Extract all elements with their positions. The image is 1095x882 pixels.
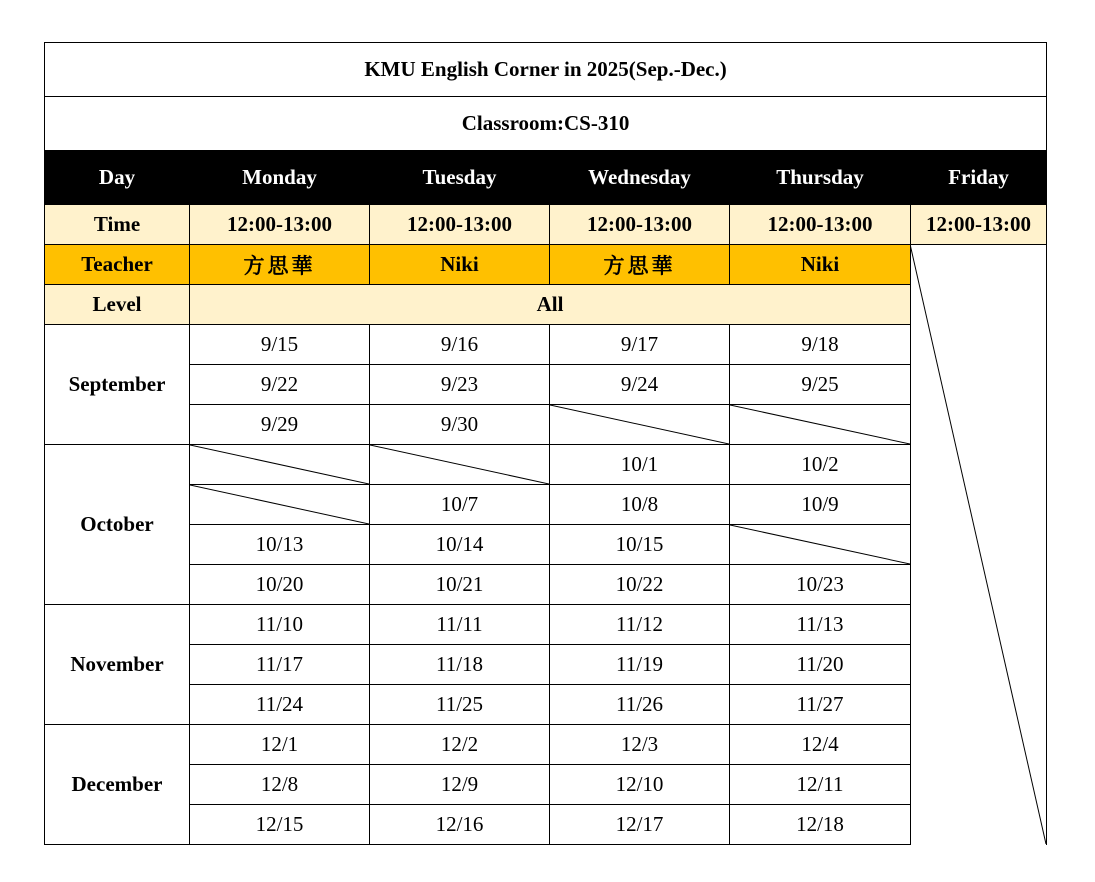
time-slot-wednesday: 12:00-13:00 xyxy=(550,205,730,245)
date-cell-thursday: 10/9 xyxy=(730,485,911,525)
date-cell-thursday: 10/2 xyxy=(730,445,911,485)
date-cell-wednesday: 12/10 xyxy=(550,765,730,805)
date-cell-wednesday: 11/19 xyxy=(550,645,730,685)
date-row xyxy=(45,605,1047,645)
date-row xyxy=(45,445,1047,485)
day-thursday: Thursday xyxy=(730,151,911,205)
date-cell-thursday: 9/25 xyxy=(730,365,911,405)
date-cell-thursday: 12/4 xyxy=(730,725,911,765)
day-tuesday: Tuesday xyxy=(370,151,550,205)
date-cell-thursday: 11/13 xyxy=(730,605,911,645)
date-cell-tuesday: 9/23 xyxy=(370,365,550,405)
date-cell-tuesday: 9/16 xyxy=(370,325,550,365)
date-cell-monday: 11/10 xyxy=(190,605,370,645)
date-row xyxy=(45,725,1047,765)
day-header-row xyxy=(45,151,1047,205)
date-row xyxy=(45,565,1047,605)
date-cell-wednesday: 9/24 xyxy=(550,365,730,405)
schedule-sheet xyxy=(44,42,1046,845)
cross-out-line xyxy=(190,485,369,524)
teacher-tuesday: Niki xyxy=(370,245,550,285)
date-cell-wednesday: 10/8 xyxy=(550,485,730,525)
date-row xyxy=(45,525,1047,565)
cross-out-line xyxy=(730,525,910,564)
teacher-monday: 方思華 xyxy=(190,245,370,285)
day-friday: Friday xyxy=(911,151,1047,205)
teacher-row xyxy=(45,245,1047,285)
date-cell-monday: 9/22 xyxy=(190,365,370,405)
date-cell-monday: 12/1 xyxy=(190,725,370,765)
cross-out-line xyxy=(730,405,910,444)
date-cell-tuesday: 10/7 xyxy=(370,485,550,525)
date-row xyxy=(45,485,1047,525)
date-cell-thursday: 9/18 xyxy=(730,325,911,365)
date-cell-monday: 9/15 xyxy=(190,325,370,365)
month-label-september: September xyxy=(45,325,190,445)
time-slot-thursday: 12:00-13:00 xyxy=(730,205,911,245)
date-cell-thursday: 10/23 xyxy=(730,565,911,605)
level-label: Level xyxy=(45,285,190,325)
date-cell-monday: 12/15 xyxy=(190,805,370,845)
month-label-december: December xyxy=(45,725,190,845)
date-cell-wednesday: 12/17 xyxy=(550,805,730,845)
day-wednesday: Wednesday xyxy=(550,151,730,205)
date-cell-thursday: 12/11 xyxy=(730,765,911,805)
date-cell-monday: 11/17 xyxy=(190,645,370,685)
date-cell-tuesday: 10/14 xyxy=(370,525,550,565)
date-cell-monday: 10/20 xyxy=(190,565,370,605)
cross-out-line xyxy=(190,445,369,484)
level-row xyxy=(45,285,1047,325)
day-label: Day xyxy=(45,151,190,205)
date-cell-tuesday: 9/30 xyxy=(370,405,550,445)
schedule-table xyxy=(44,42,1047,845)
month-label-november: November xyxy=(45,605,190,725)
no-session-cell xyxy=(190,485,370,525)
date-row xyxy=(45,325,1047,365)
date-cell-tuesday: 12/2 xyxy=(370,725,550,765)
cross-out-line xyxy=(550,405,729,444)
date-cell-tuesday: 11/25 xyxy=(370,685,550,725)
date-cell-wednesday: 9/17 xyxy=(550,325,730,365)
date-row xyxy=(45,405,1047,445)
cross-out-line xyxy=(370,445,549,484)
date-cell-thursday: 12/18 xyxy=(730,805,911,845)
time-slot-friday: 12:00-13:00 xyxy=(911,205,1047,245)
date-cell-tuesday: 12/16 xyxy=(370,805,550,845)
time-slot-tuesday: 12:00-13:00 xyxy=(370,205,550,245)
date-cell-monday: 11/24 xyxy=(190,685,370,725)
no-session-cell xyxy=(730,525,911,565)
friday-blank-cell xyxy=(911,245,1047,845)
page-title: KMU English Corner in 2025(Sep.-Dec.) xyxy=(45,43,1047,97)
date-cell-wednesday: 10/22 xyxy=(550,565,730,605)
classroom-label: Classroom:CS-310 xyxy=(45,97,1047,151)
no-session-cell xyxy=(370,445,550,485)
date-cell-tuesday: 12/9 xyxy=(370,765,550,805)
teacher-wednesday: 方思華 xyxy=(550,245,730,285)
date-row xyxy=(45,645,1047,685)
date-cell-thursday: 11/20 xyxy=(730,645,911,685)
date-row xyxy=(45,765,1047,805)
teacher-label: Teacher xyxy=(45,245,190,285)
date-cell-wednesday: 10/1 xyxy=(550,445,730,485)
no-session-cell xyxy=(550,405,730,445)
date-cell-tuesday: 11/11 xyxy=(370,605,550,645)
date-cell-tuesday: 11/18 xyxy=(370,645,550,685)
date-cell-wednesday: 11/26 xyxy=(550,685,730,725)
date-cell-wednesday: 11/12 xyxy=(550,605,730,645)
date-row xyxy=(45,805,1047,845)
date-row xyxy=(45,365,1047,405)
level-value: All xyxy=(190,285,911,325)
time-slot-monday: 12:00-13:00 xyxy=(190,205,370,245)
date-row xyxy=(45,685,1047,725)
date-cell-monday: 12/8 xyxy=(190,765,370,805)
date-cell-wednesday: 10/15 xyxy=(550,525,730,565)
date-cell-wednesday: 12/3 xyxy=(550,725,730,765)
date-cell-tuesday: 10/21 xyxy=(370,565,550,605)
date-cell-thursday: 11/27 xyxy=(730,685,911,725)
date-cell-monday: 10/13 xyxy=(190,525,370,565)
no-session-cell xyxy=(190,445,370,485)
time-label: Time xyxy=(45,205,190,245)
day-monday: Monday xyxy=(190,151,370,205)
month-label-october: October xyxy=(45,445,190,605)
date-cell-monday: 9/29 xyxy=(190,405,370,445)
no-session-cell xyxy=(730,405,911,445)
teacher-thursday: Niki xyxy=(730,245,911,285)
time-row xyxy=(45,205,1047,245)
